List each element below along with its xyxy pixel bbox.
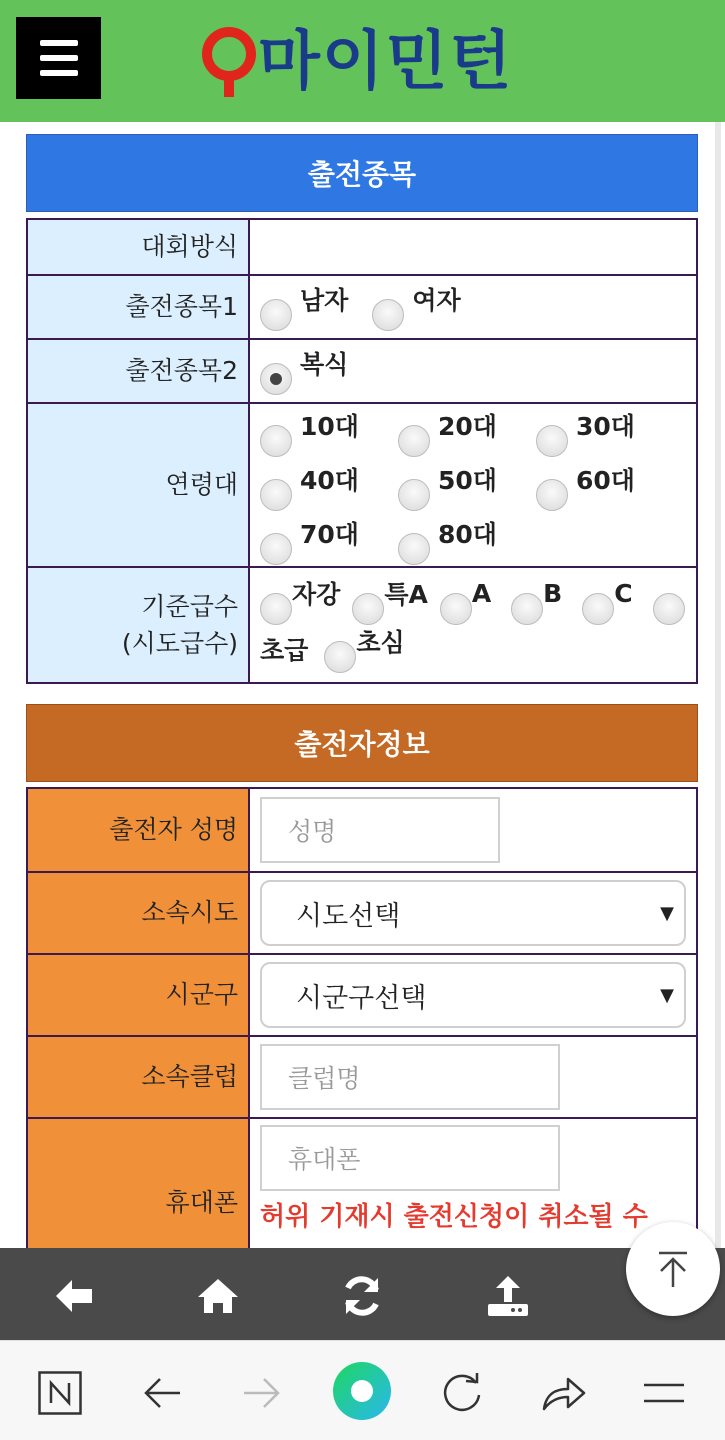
radio-label-grade: 특A [384,580,428,609]
radio-label-age: 50대 [438,466,497,495]
radio-doubles[interactable] [260,363,292,395]
table-row [27,567,697,683]
table-row [27,275,697,339]
hamburger-menu-button[interactable] [16,17,101,99]
radio-grade-b[interactable] [511,593,543,625]
province-label: 소속시도 [27,872,249,954]
radio-label-doubles: 복식 [300,350,349,379]
radio-label-grade: 초급 [260,636,309,665]
radio-age-80[interactable] [398,533,430,565]
app-bottom-bar [0,1248,725,1340]
dropdown-arrow-icon: ▼ [660,984,674,1006]
event-table [26,218,698,684]
table-row [27,219,697,275]
radio-age-30[interactable] [536,425,568,457]
grade-label [27,567,249,683]
club-input[interactable]: 클럽명 [260,1044,560,1110]
radio-age-60[interactable] [536,479,568,511]
radio-label-age: 30대 [576,412,635,441]
site-logo[interactable] [200,22,513,102]
scrollbar[interactable] [715,122,721,1248]
radio-male[interactable] [260,299,292,331]
district-select[interactable] [260,962,686,1028]
radio-grade-beginner[interactable] [653,593,685,625]
event-section-title: 출전종목 [26,134,698,212]
table-row [27,954,697,1036]
phone-warning-text: 허위 기재시 출전신청이 취소될 수 [260,1202,648,1232]
dropdown-arrow-icon: ▼ [660,902,674,924]
radio-label-grade: A [471,578,492,608]
radio-age-40[interactable] [260,479,292,511]
radio-label-age: 80대 [438,520,497,549]
radio-label-grade: 초심 [356,628,405,657]
format-label: 대회방식 [27,219,249,275]
radio-label-male: 남자 [300,286,349,315]
format-value [249,219,697,275]
naver-n-icon[interactable] [38,1371,82,1415]
top-header [0,0,725,122]
radio-label-age: 70대 [300,520,359,549]
table-row [27,339,697,403]
player-section-title: 출전자정보 [26,704,698,782]
radio-grade-novice[interactable] [324,641,356,673]
province-cell [249,872,697,954]
grade-label-line1: 기준급수 [141,591,238,621]
hamburger-icon-bar [40,70,78,76]
menu-icon[interactable] [642,1375,686,1411]
event2-label: 출전종목2 [27,339,249,403]
province-select-value: 시도선택 [296,900,401,932]
naver-home-icon[interactable] [332,1361,392,1421]
event1-label: 출전종목1 [27,275,249,339]
age-label: 연령대 [27,403,249,567]
event1-options [249,275,697,339]
back-arrow-icon[interactable] [52,1274,96,1318]
radio-female[interactable] [372,299,404,331]
radio-grade-special-a[interactable] [352,593,384,625]
radio-label-female: 여자 [412,286,461,315]
name-input[interactable]: 성명 [260,797,500,863]
radio-grade-a[interactable] [440,593,472,625]
radio-grade-jagang[interactable] [260,593,292,625]
hamburger-icon-bar [40,55,78,61]
phone-input[interactable]: 휴대폰 [260,1125,560,1191]
radio-label-grade: C [614,578,633,608]
phone-label: 휴대폰 [27,1118,249,1288]
radio-label-grade: B [543,578,563,608]
hamburger-icon [40,40,78,46]
radio-label-age: 60대 [576,466,635,495]
back-icon[interactable] [142,1373,182,1413]
radio-label-age: 40대 [300,466,359,495]
radio-age-70[interactable] [260,533,292,565]
share-upload-icon[interactable] [486,1274,530,1318]
scroll-to-top-button[interactable] [626,1222,720,1316]
table-row [27,788,697,872]
table-row [27,403,697,567]
browser-nav-bar [0,1340,725,1440]
district-label: 시군구 [27,954,249,1036]
reload-icon[interactable] [440,1371,484,1415]
share-icon[interactable] [540,1371,588,1415]
radio-age-20[interactable] [398,425,430,457]
arrow-up-to-top-icon [653,1249,693,1289]
radio-age-50[interactable] [398,479,430,511]
radio-label-grade: 자강 [292,580,341,609]
grade-label-line2: (시도급수) [121,629,238,658]
logo-text: 마이민턴 [258,25,514,99]
name-label: 출전자 성명 [27,788,249,872]
forward-icon[interactable] [242,1373,282,1413]
district-select-value: 시군구선택 [296,982,427,1014]
table-row [27,1036,697,1118]
logo-pin-icon [200,25,258,99]
table-row [27,872,697,954]
radio-age-10[interactable] [260,425,292,457]
province-select[interactable] [260,880,686,946]
name-cell [249,788,697,872]
district-cell [249,954,697,1036]
player-table [26,787,698,1289]
grade-options [249,567,697,683]
event2-options [249,339,697,403]
club-cell [249,1036,697,1118]
radio-label-age: 10대 [300,412,359,441]
club-label: 소속클럽 [27,1036,249,1118]
refresh-icon[interactable] [340,1274,384,1318]
radio-grade-c[interactable] [582,593,614,625]
radio-label-age: 20대 [438,412,497,441]
age-options [249,403,697,567]
home-icon[interactable] [196,1274,240,1318]
